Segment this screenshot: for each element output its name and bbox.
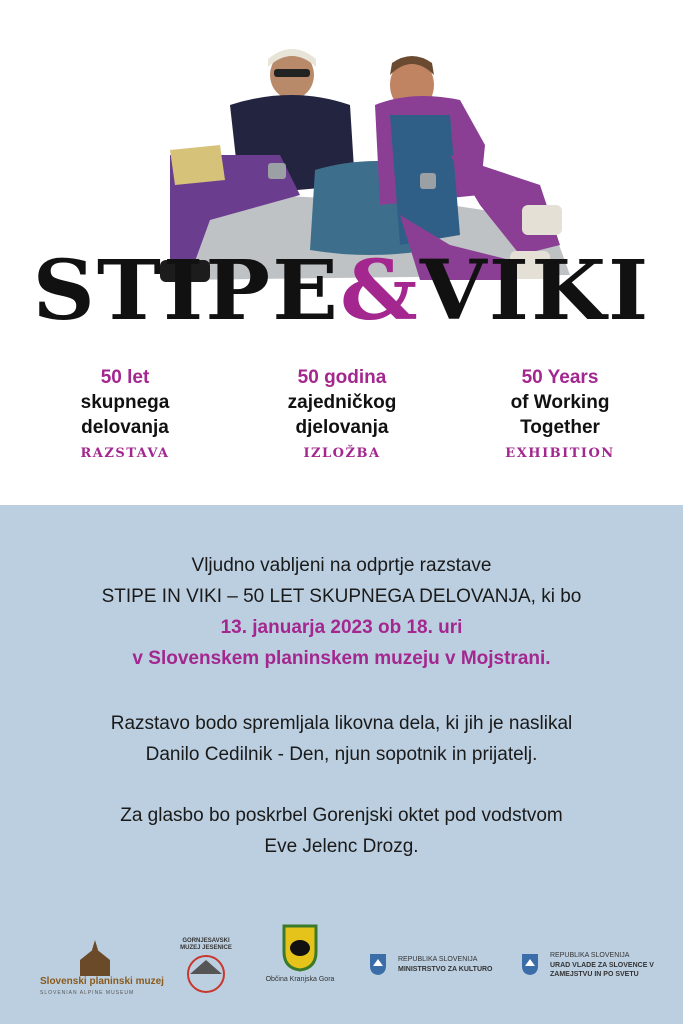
museum-building-icon bbox=[40, 938, 150, 978]
office-line-1: REPUBLIKA SLOVENIJA bbox=[550, 952, 630, 959]
museum-subtitle: SLOVENIAN ALPINE MUSEUM bbox=[40, 990, 135, 996]
column-tag: EXHIBITION bbox=[505, 446, 615, 461]
invitation-line: Za glasbo bo poskrbel Gorenjski oktet pod vodstvom bbox=[120, 805, 563, 826]
header-section bbox=[0, 0, 683, 505]
sponsor-logos bbox=[0, 920, 683, 1010]
invitation-venue: v Slovenskem planinskem muzeju v Mojstrani. bbox=[132, 648, 551, 669]
title-ampersand: & bbox=[339, 243, 420, 339]
kranjska-gora-logo bbox=[258, 924, 342, 996]
invitation-date: 13. januarja 2023 ob 18. uri bbox=[220, 617, 463, 638]
column-line: djelovanja bbox=[295, 417, 389, 438]
kranjska-gora-name: Občina Kranjska Gora bbox=[265, 976, 335, 983]
invitation-paragraph-2 bbox=[20, 708, 663, 770]
invitation-line: Eve Jelenc Drozg. bbox=[264, 836, 419, 857]
ministry-culture-logo bbox=[368, 952, 508, 982]
title-stipe: STIPE bbox=[32, 243, 340, 339]
column-tag: IZLOŽBA bbox=[303, 446, 381, 461]
ministry-line-2: MINISTRSTVO ZA KULTURO bbox=[398, 966, 493, 973]
jesenice-emblem-icon bbox=[178, 954, 234, 998]
museum-name: Slovenski planinski muzej bbox=[40, 976, 164, 987]
invitation-line: STIPE IN VIKI – 50 LET SKUPNEGA DELOVANJA, ki bo bbox=[101, 586, 582, 607]
office-line-3: ZAMEJSTVU IN PO SVETU bbox=[550, 971, 639, 978]
invitation-paragraph-1 bbox=[20, 550, 663, 674]
column-line: zajedničkog bbox=[287, 392, 397, 413]
exhibition-title bbox=[0, 243, 683, 339]
column-line: Together bbox=[520, 417, 600, 438]
slovenia-crest-icon bbox=[520, 952, 540, 976]
invitation-line: Razstavo bodo spremljala likovna dela, ki jih je naslikal bbox=[110, 713, 573, 734]
office-line-2: URAD VLADE ZA SLOVENCE V bbox=[550, 962, 654, 969]
invitation-line: Danilo Cedilnik - Den, njun sopotnik in prijatelj. bbox=[145, 744, 538, 765]
column-line: of Working bbox=[510, 392, 610, 413]
column-english bbox=[460, 366, 660, 461]
jesenice-museum-name: GORNJESAVSKI MUZEJ JESENICE bbox=[180, 938, 232, 951]
invitation-paragraph-3 bbox=[20, 800, 663, 862]
column-slovenian bbox=[25, 366, 225, 461]
column-tag: RAZSTAVA bbox=[80, 446, 170, 461]
column-line: skupnega bbox=[80, 392, 170, 413]
jesenice-museum-logo bbox=[178, 938, 234, 998]
government-office-logo bbox=[520, 952, 670, 992]
ministry-line-1: REPUBLIKA SLOVENIJA bbox=[398, 956, 478, 963]
column-lead: 50 godina bbox=[297, 367, 387, 388]
coat-of-arms-icon bbox=[258, 924, 342, 972]
column-lead: 50 Years bbox=[521, 367, 599, 388]
alpine-museum-logo bbox=[40, 938, 164, 998]
column-lead: 50 let bbox=[100, 367, 150, 388]
slovenia-crest-icon bbox=[368, 952, 388, 976]
invitation-line: Vljudno vabljeni na odprtje razstave bbox=[191, 555, 492, 576]
column-line: delovanja bbox=[81, 417, 169, 438]
column-croatian bbox=[242, 366, 442, 461]
title-viki: VIKI bbox=[419, 243, 651, 339]
